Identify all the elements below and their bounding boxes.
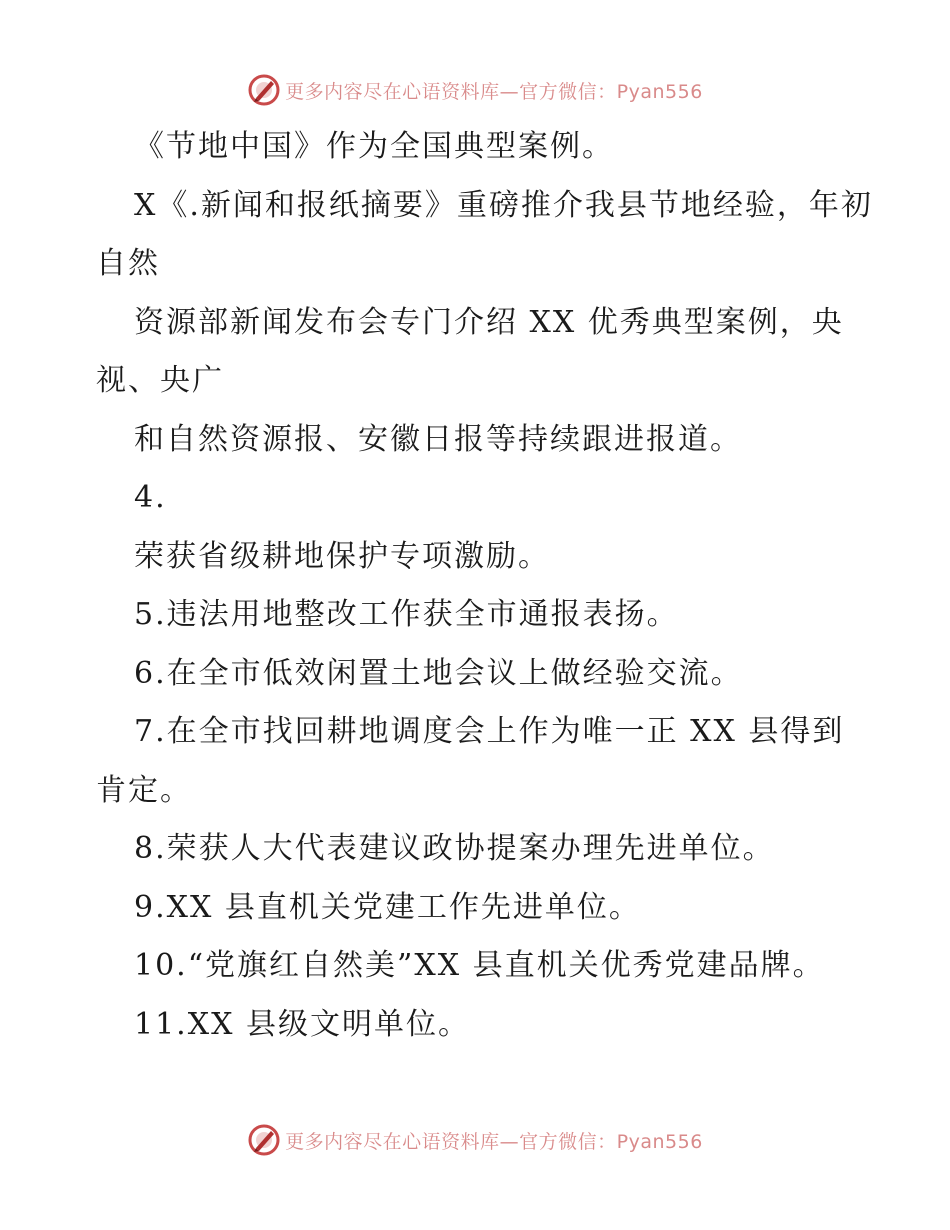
footer-watermark — [0, 1120, 950, 1160]
watermark-text: 更多内容尽在心语资料库—官方微信：Pyan556 — [285, 80, 703, 103]
paragraph: 11.XX 县级文明单位。 — [134, 1006, 470, 1042]
paragraph: 8.荣获人大代表建议政协提案办理先进单位。 — [134, 831, 775, 866]
pen-seal-logo-icon — [247, 73, 281, 107]
paragraph: 10.“党旗红自然美”XX 县直机关优秀党建品牌。 — [134, 948, 825, 983]
paragraph: 6.在全市低效闲置土地会议上做经验交流。 — [134, 655, 743, 691]
paragraph: 9.XX 县直机关党建工作先进单位。 — [134, 889, 641, 925]
paragraph: 7.在全市找回耕地调度会上作为唯一正 XX 县得到肯定。 — [96, 714, 845, 808]
watermark-text: 更多内容尽在心语资料库—官方微信：Pyan556 — [285, 1130, 703, 1153]
paragraph: X《.新闻和报纸摘要》重磅推介我县节地经验，年初自然 — [96, 187, 873, 281]
document-body — [96, 118, 876, 1054]
paragraph: 资源部新闻发布会专门介绍 XX 优秀典型案例，央视、央广 — [96, 304, 844, 398]
paragraph: 5.违法用地整改工作获全市通报表扬。 — [134, 597, 679, 632]
paragraph: 《节地中国》作为全国典型案例。 — [134, 129, 614, 164]
paragraph: 4. — [134, 480, 167, 515]
paragraph: 和自然资源报、安徽日报等持续跟进报道。 — [134, 421, 742, 457]
header-watermark — [0, 70, 950, 110]
pen-seal-logo-icon — [247, 1123, 281, 1157]
paragraph: 荣获省级耕地保护专项激励。 — [134, 538, 550, 574]
